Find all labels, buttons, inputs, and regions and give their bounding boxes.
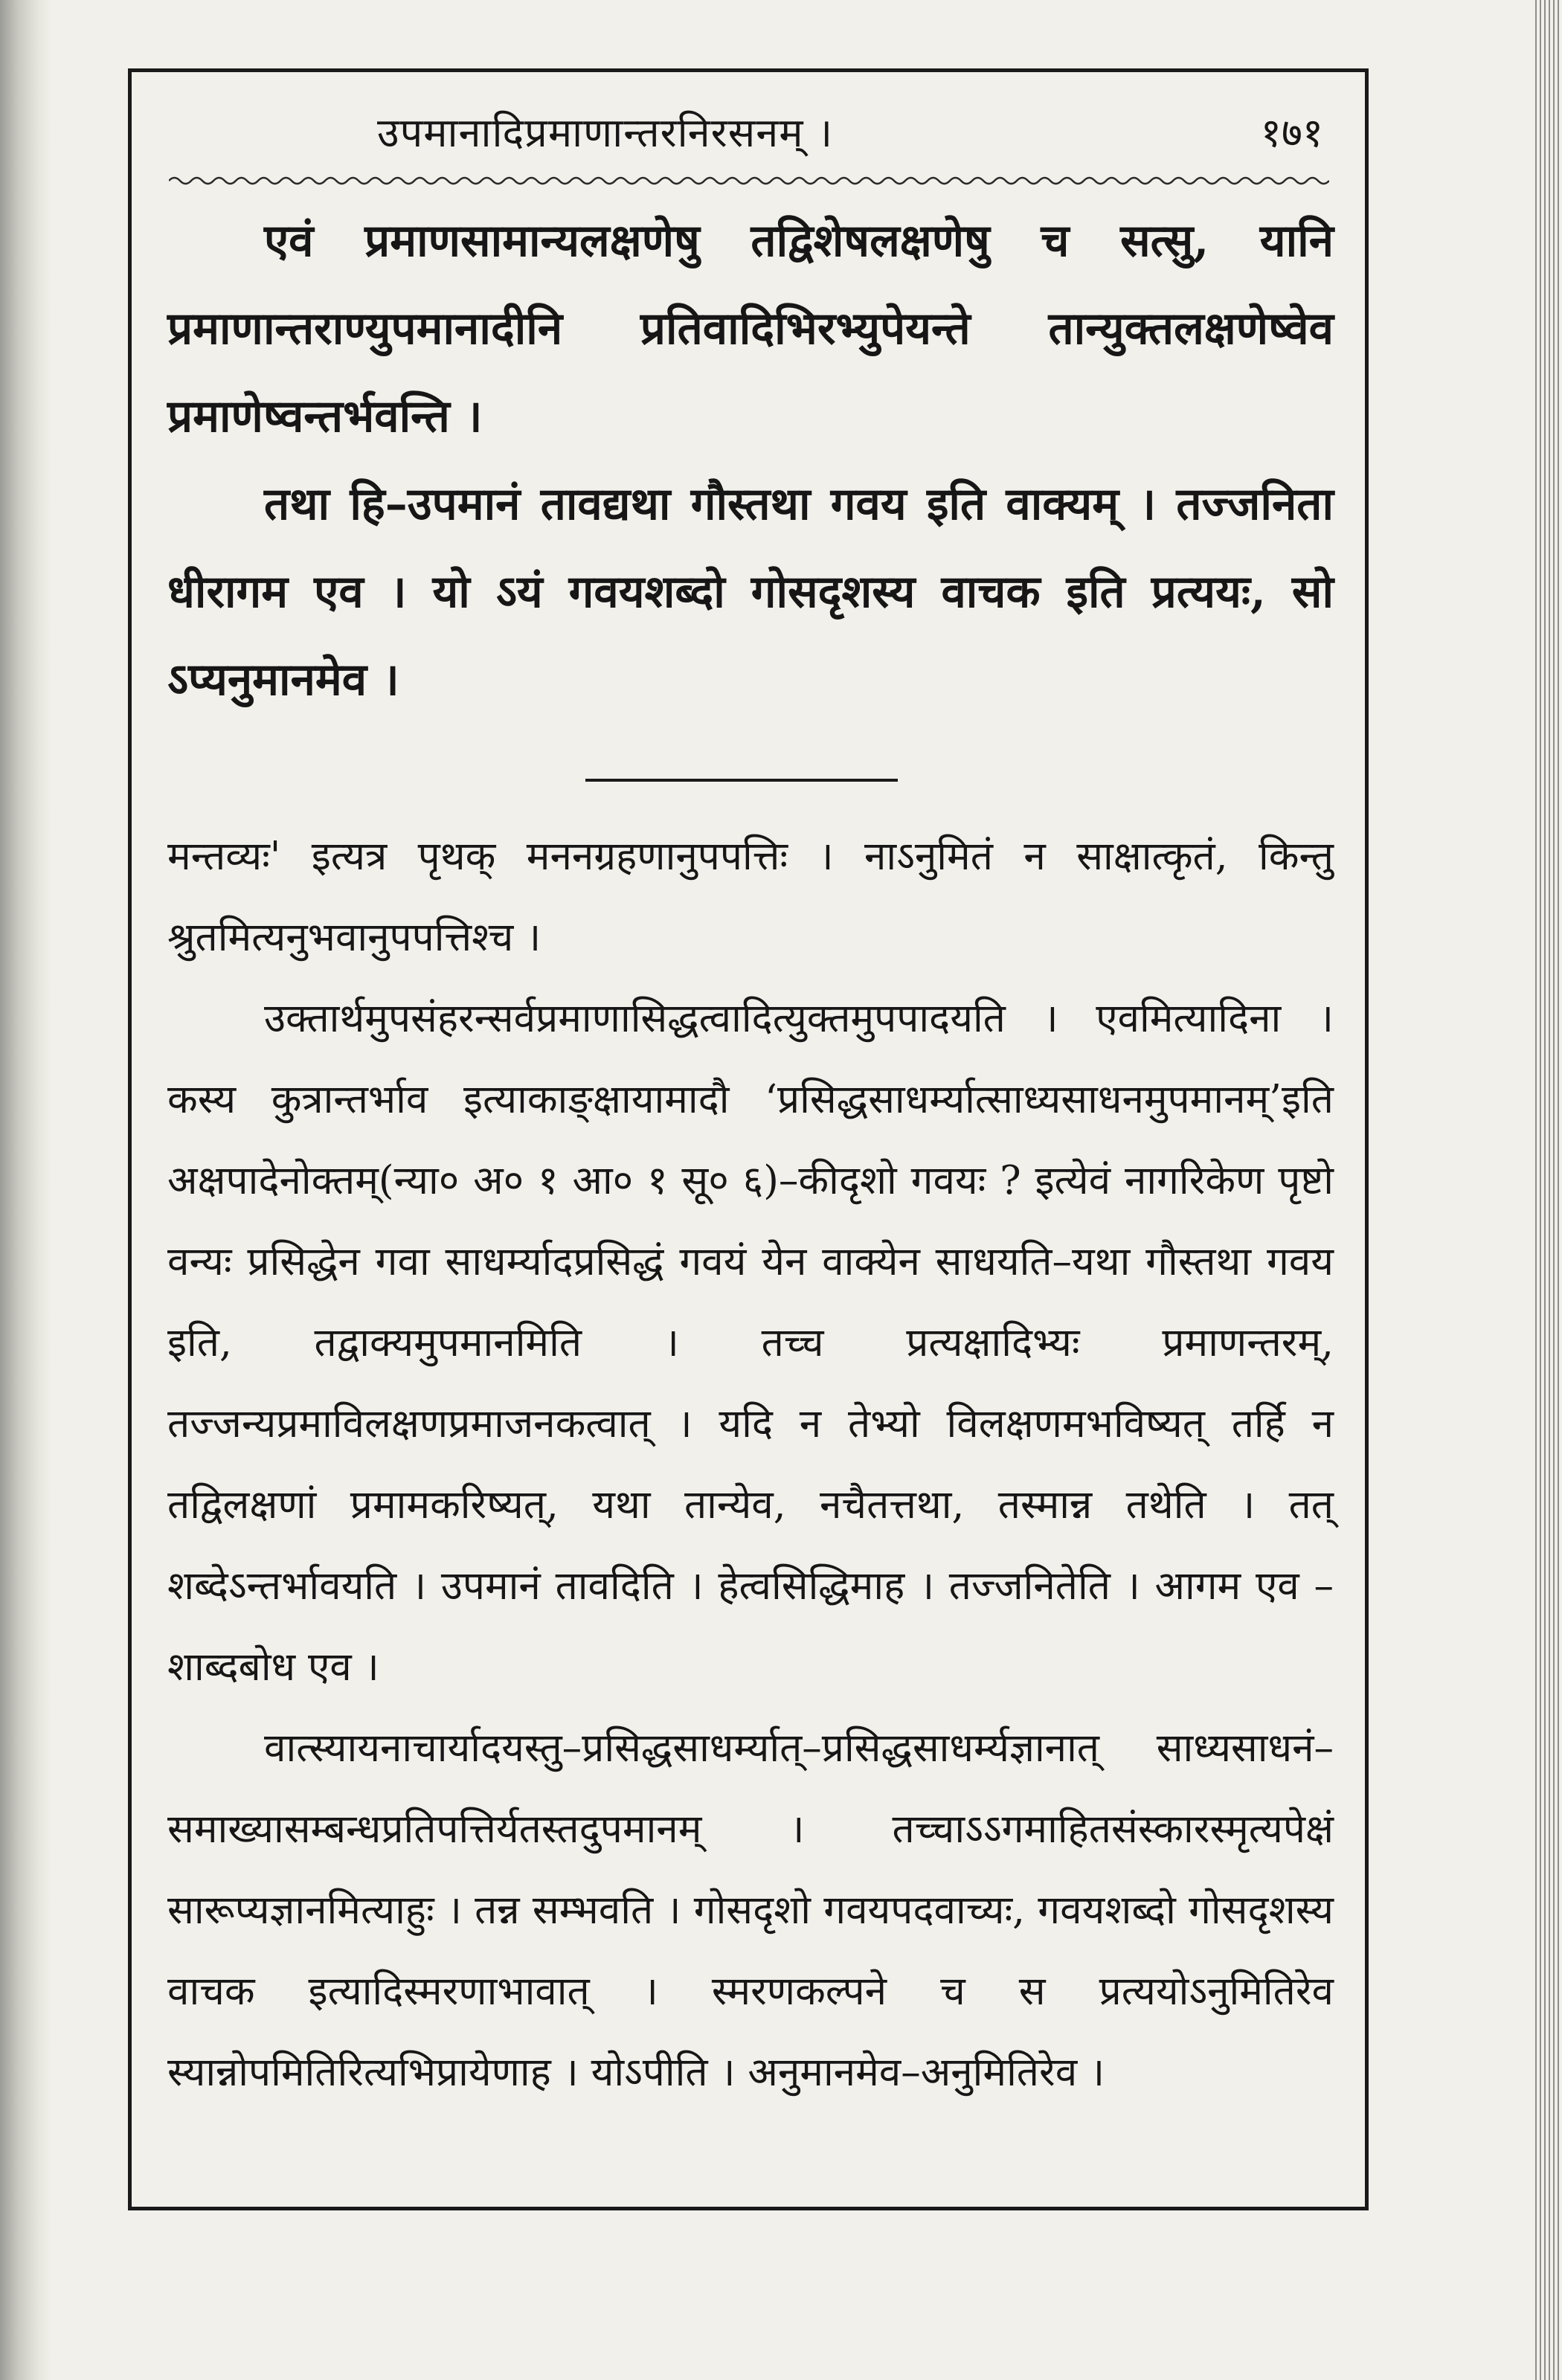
page-edge-stripes [1532,0,1562,2380]
main-paragraph-2: तथा हि–उपमानं तावद्यथा गौस्तथा गवय इति वाक्यम् । तज्जनिता धीरागम एव । यो ऽयं गवयशब्दो गोसदृशस्य वाचक इति प्रत्ययः, सो ऽप्यनुमानमेव । [167,478,1334,706]
page-header [132,103,1365,163]
commentary-paragraph-3: वात्स्यायनाचार्यादयस्तु–प्रसिद्धसाधर्म्यात्–प्रसिद्धसाधर्म्यज्ञानात् साध्यसाधनं–समाख्यासम्बन्धप्रतिपत्तिर्यतस्तदुपमानम् । तच्चाऽऽगमाहितसंस्कारस्मृत्यपेक्षं सारूप्यज्ञानमित्याहुः । तन्न सम्भवति । गोसदृशो गवयपदवाच्यः, गवयशब्दो गोसदृशस्य वाचक इत्यादिस्मरणाभावात् । स्मरणकल्पने च स प्रत्ययोऽनुमितिरेव स्यान्नोपमितिरित्यभिप्रायेणाह । योऽपीति । अनुमानमेव–अनुमितिरेव । [167,1726,1334,2095]
commentary-paragraph-2: उक्तार्थमुपसंहरन्सर्वप्रमाणासिद्धत्वादित्युक्तमुपपादयति । एवमित्यादिना । कस्य कुत्रान्तर्भाव इत्याकाङ्क्षायामादौ ‘प्रसिद्धसाधर्म्यात्साध्यसाधनमुपमानम्’इति अक्षपादेनोक्तम्(न्या० अ० १ आ० १ सू० ६)–कीदृशो गवयः ? इत्येवं नागरिकेण पृष्टो वन्यः प्रसिद्धेन गवा साधर्म्यादप्रसिद्धं गवयं येन वाक्येन साधयति–यथा गौस्तथा गवय इति, तद्वाक्यमुपमानमिति । तच्च प्रत्यक्षादिभ्यः प्रमाणन्तरम्, तज्जन्यप्रमाविलक्षणप्रमाजनकत्वात् । यदि न तेभ्यो विलक्षणमभविष्यत् तर्हि न तद्विलक्षणां प्रमामकरिष्यत्, यथा तान्येव, नचैतत्तथा, तस्मान्न तथेति । तत् शब्देऽन्तर्भावयति । उपमानं तावदिति । हेत्वसिद्धिमाह । तज्जनितेति । आगम एव –शाब्दबोध एव । [167,996,1334,1690]
page-gutter-shadow [0,0,52,2380]
commentary-block [167,816,1334,2113]
page-title: उपमानादिप्रमाणान्तरनिरसनम् । [377,109,834,156]
main-text-block [167,197,1334,724]
main-paragraph-1: एवं प्रमाणसामान्यलक्षणेषु तद्विशेषलक्षणेषु च सत्सु, यानि प्रमाणान्तराण्युपमानादीनि प्रतिवादिभिरभ्युपेयन्ते तान्युक्तलक्षणेष्वेव प्रमाणेष्वन्तर्भवन्ति । [167,215,1334,443]
commentary-paragraph-1: मन्तव्यः' इत्यत्र पृथक् मननग्रहणानुपपत्तिः । नाऽनुमितं न साक्षात्कृतं, किन्तु श्रुतमित्यनुभवानुपपत्तिश्च । [167,834,1334,960]
header-wavy-rule [169,173,1329,188]
page-number: १७१ [1260,109,1323,156]
section-divider [585,779,898,782]
page-frame [128,68,1369,2210]
